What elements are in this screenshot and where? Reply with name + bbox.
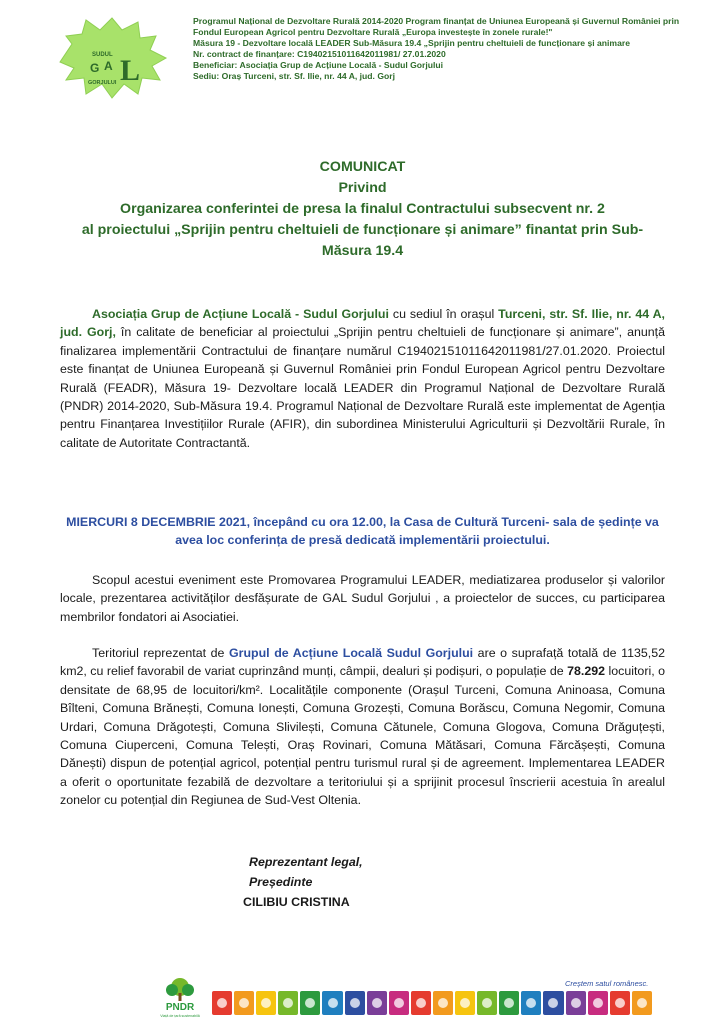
org-name: Asociația Grup de Acțiune Locală - Sudul Gorjului <box>92 307 389 321</box>
pictogram-icon <box>217 998 227 1008</box>
title-line: al proiectului „Sprijin pentru cheltuieli de funcționare și animare” finantat prin Sub- <box>81 222 644 238</box>
pictogram-icon <box>394 998 404 1008</box>
footer-pictogram-tile <box>278 991 298 1015</box>
pictogram-icon <box>548 998 558 1008</box>
footer-slogan: Creștem satul românesc. <box>565 979 649 988</box>
paragraph-text: locuitori, o densitate de 68,95 de locuitori/km². Localitățile componente (Orașul Turceni, Comuna Aninoasa, Comuna Bîlteni, Comuna Brănești, Comuna Ionești, Comuna Grozești, Comuna Borăscu, Comuna Negomir, Comuna Urdari, Comuna Drăgotești, Comuna Slivilești, Comuna Cătunele, Comuna Glogova, Comuna Drăguțești, Comuna Ciuperceni, Comuna Telești, Oraș Rovinari, Comuna Mătăsari, Comuna Fărcășești, Comuna Dănești) dispun de potențial agricol, potențial pentru turismul rural și de agreement. Implementarea LEADER a oferit o oportunitate fezabilă de dezvoltare a teritoriului și a sprijinit procesul înscrierii acestuia în arealul zonelor cu potențial din Regiunea de Sud-Vest Oltenia. <box>60 664 665 808</box>
document-title <box>60 157 665 262</box>
footer-pictogram-tile <box>389 991 409 1015</box>
footer-pictogram-tile <box>588 991 608 1015</box>
pictogram-icon <box>438 998 448 1008</box>
pictogram-icon <box>637 998 647 1008</box>
title-comunicat: COMUNICAT <box>319 159 406 175</box>
pictogram-icon <box>261 998 271 1008</box>
pictogram-icon <box>305 998 315 1008</box>
signature-title: Președinte <box>249 875 313 889</box>
pictogram-icon <box>239 998 249 1008</box>
header-line: Beneficiar: Asociația Grup de Acțiune Locală - Sudul Gorjului <box>193 60 444 70</box>
pictogram-icon <box>416 998 426 1008</box>
logo-text-sudul: SUDUL <box>92 52 113 58</box>
paragraph-purpose: Scopul acestui eveniment este Promovarea Programului LEADER, mediatizarea produselor și valorilor locale, prezentarea activităților desfășurate de GAL Sudul Gorjului , a proiectelor de succes, cu participarea membrilor fondatori ai Asociatiei. <box>60 573 665 624</box>
footer-pictogram-tile <box>300 991 320 1015</box>
org-name: Grupul de Acțiune Locală Sudul Gorjului <box>229 646 474 660</box>
pndr-tree-icon <box>150 975 210 1020</box>
logo-letter-l: L <box>120 54 141 87</box>
header-line: Sediu: Oraș Turceni, str. Sf. Ilie, nr. 44 A, jud. Gorj <box>193 71 396 81</box>
footer-pictogram-tile <box>234 991 254 1015</box>
footer-pictogram-tile <box>521 991 541 1015</box>
footer-pictogram-tile <box>477 991 497 1015</box>
footer-pictogram-tile <box>322 991 342 1015</box>
event-announcement: MIERCURI 8 DECEMBRIE 2021, începând cu ora 12.00, la Casa de Cultură Turceni- sala de ședințe va avea loc conferința de presă dedicată implementării proiectului. <box>66 515 659 548</box>
footer-pictogram-tile <box>212 991 232 1015</box>
title-privind: Privind <box>338 180 387 196</box>
footer-pictogram-tile <box>566 991 586 1015</box>
signature-name: CILIBIU CRISTINA <box>243 895 350 909</box>
project-header <box>193 16 713 82</box>
footer-pictogram-tile <box>367 991 387 1015</box>
paragraph-text: în calitate de beneficiar al proiectului „Sprijin pentru cheltuieli de funcționare și animare”, anunță finalizarea implementării Contractului de finanțare numărul C19402151011642011981/27.01.2020. Proiectul este finanțat de Uniunea Europeană și Guvernul României prin Fondul European Agricol pentru Dezvoltare Rurală (FEADR), Măsura 19- Dezvoltare locală LEADER din Programul Național de Dezvoltare Rurală (PNDR) 2014-2020, Sub-Măsura 19.4. Programul Național de Dezvoltare Rurală este implementat de Agenția pentru Finanțarea Investițiilor Rurale (AFIR), din subordinea Ministerului Agriculturii și Dezvoltării Rurale, în calitate de Autoritate Contractantă. <box>60 325 665 450</box>
pictogram-icon <box>526 998 536 1008</box>
pictogram-icon <box>504 998 514 1008</box>
pictogram-icon <box>283 998 293 1008</box>
logo-letter-a: A <box>104 59 113 73</box>
paragraph-text: are o suprafață totală de 1135,52 km2, cu relief favorabil de variat cuprinzând munți, câmpii, dealuri și podișuri, o populație de <box>60 646 665 679</box>
pictogram-icon <box>460 998 470 1008</box>
pictogram-icon <box>615 998 625 1008</box>
paragraph-intro <box>60 305 665 452</box>
pndr-label: PNDR <box>165 1002 195 1013</box>
pictogram-icon <box>328 998 338 1008</box>
org-address: Turceni, str. Sf. Ilie, nr. 44 A, jud. Gorj, <box>60 307 665 340</box>
logo-text-gorjului: GORJULUI <box>88 80 117 86</box>
gal-logo <box>52 14 170 104</box>
paragraph-territory <box>60 644 665 810</box>
title-line: Măsura 19.4 <box>321 243 404 259</box>
pndr-logo <box>150 975 210 1020</box>
gal-leaf-icon <box>52 14 170 104</box>
footer-pictogram-tile <box>610 991 630 1015</box>
footer-pictogram-tile <box>411 991 431 1015</box>
header-line: Programul Național de Dezvoltare Rurală 2014-2020 Program finanțat de Uniunea Europeană și Guvernul României prin <box>193 16 680 26</box>
footer-pictogram-strip <box>212 991 652 1015</box>
footer-pictogram-tile <box>455 991 475 1015</box>
paragraph-text: Teritoriul reprezentat de <box>92 646 230 660</box>
pndr-sub: Viață de țară sustenabilă <box>160 1014 200 1018</box>
pictogram-icon <box>593 998 603 1008</box>
footer-pictogram-tile <box>543 991 563 1015</box>
header-line: Măsura 19 - Dezvoltare locală LEADER Sub-Măsura 19.4 „Sprijin pentru cheltuieli de funcționare și animare <box>193 38 630 48</box>
pictogram-icon <box>350 998 360 1008</box>
pictogram-icon <box>482 998 492 1008</box>
pictogram-icon <box>372 998 382 1008</box>
pictogram-icon <box>571 998 581 1008</box>
header-line: Fondul European Agricol pentru Dezvoltare Rurală „Europa investește în zonele rurale!" <box>193 27 553 37</box>
footer-pictogram-tile <box>632 991 652 1015</box>
paragraph-text: cu sediul în orașul <box>388 307 499 321</box>
footer-pictogram-tile <box>433 991 453 1015</box>
footer-pictogram-tile <box>256 991 276 1015</box>
logo-letter-g: G <box>90 61 100 75</box>
footer-pictogram-tile <box>345 991 365 1015</box>
footer-pictogram-tile <box>499 991 519 1015</box>
title-line: Organizarea conferintei de presa la finalul Contractului subsecvent nr. 2 <box>120 201 605 217</box>
header-line: Nr. contract de finanțare: C19402151011642011981/ 27.01.2020 <box>193 49 446 59</box>
signature-role: Reprezentant legal, <box>249 855 363 869</box>
population-value: 78.292 <box>567 664 606 679</box>
